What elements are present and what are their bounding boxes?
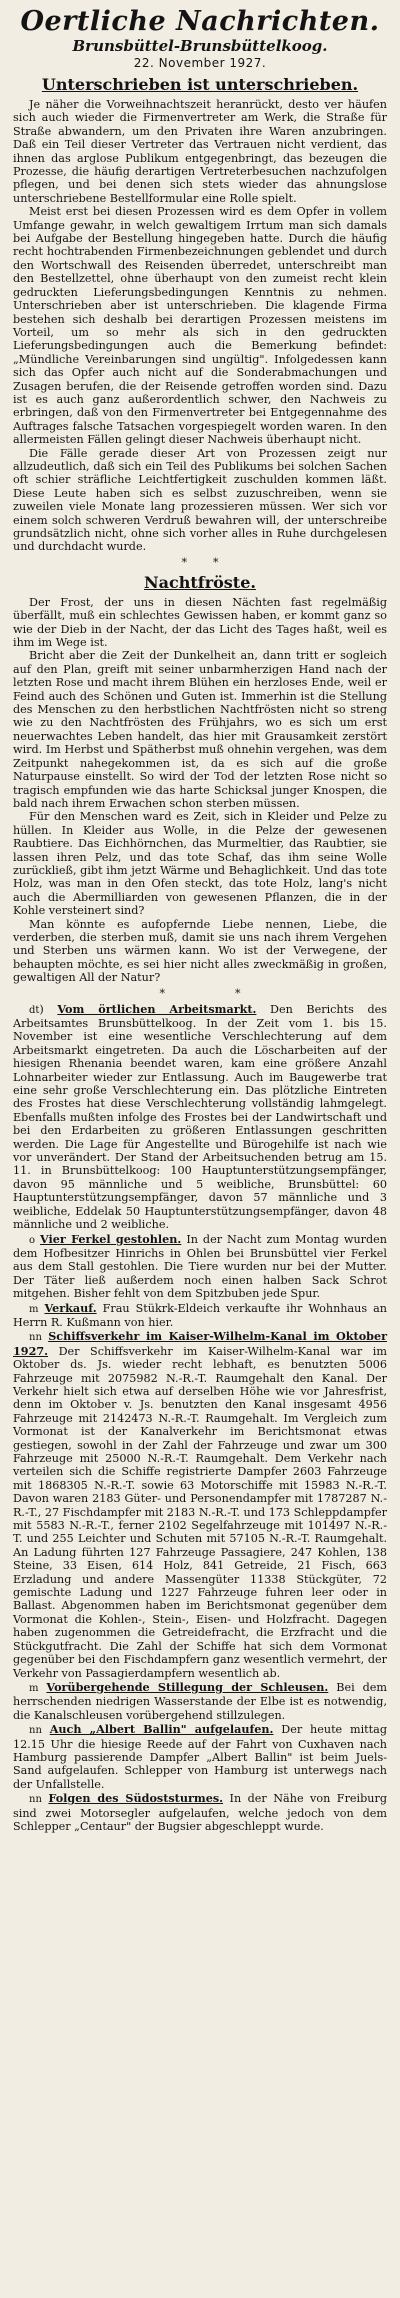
paragraph: Die Fälle gerade dieser Art von Prozessen zeigt nur allzudeutlich, daß sich ein Teil des Publikums bei solchen Sachen oft schier sträfliche Leichtfertigkeit zuschulden kommen läßt. Diese Leute haben sich es selbst zuzuschreiben, wenn sie zuweilen viele Monate lang prozessieren müssen. Wer sich vor einem solch schweren Verdruß bewahren will, der unterschreibe grundsätzlich nicht, ohne sich vorher alles in Ruhe durchgelesen und durchdacht wurde. [13,446,387,554]
author-mark: o [29,1234,36,1246]
news-item [13,1233,387,1301]
author-mark: m [29,1303,39,1315]
item-text: Den Berichts des Arbeitsamtes Brunsbüttelkoog. In der Zeit vom 1. bis 15. November ist eine wesentliche Verschlechterung auf dem Arbeitsmarkt eingetreten. Da auch die Löscharbeiten auf der hiesigen Rhenania beendet waren, kam eine größere Anzahl Lohnarbeiter wieder zur Entlassung. Auch im Baugewerbe trat eine sehr große Verschlechterung ein. Das plötzliche Eintreten des Frostes hat diese Verschlechterung vollständig lahmgelegt. Ebenfalls mußten infolge des Frostes bei der Landwirtschaft und bei den Erdarbeiten zu größeren Entlassungen geschritten werden. Die Lage für Angestellte und Bürogehilfe ist nach wie vor unverändert. Der Stand der Arbeitsuchenden betrug am 15. 11. in Brunsbüttelkoog: 100 Hauptunterstützungsempfänger, davon 95 männliche und 5 weibliche, Brunsbüttel: 60 Hauptunterstützungsempfänger, davon 57 männliche und 3 weibliche, Eddelak 50 Hauptunterstützungsempfänger, davon 48 männliche und 2 weibliche. [13,1002,387,1232]
item-text: Der heute mittag 12.15 Uhr die hiesige Reede auf der Fahrt von Cuxhaven nach Hamburg passierende Dampfer „Albert Ballin" ist beim Juels-Sand aufgelaufen. Schlepper von Hamburg ist unterwegs nach der Unfallstelle. [13,1723,388,1791]
place-line: Brunsbüttel-Brunsbüttelkoog. [72,37,328,55]
item-text: In der Nähe von Freiburg sind zwei Motorsegler aufgelaufen, welche jedoch von dem Schlepper „Centaur" der Bugsier abgeschleppt wurde. [13,1792,387,1833]
news-item [13,1330,387,1680]
item-lead: Verkauf. [44,1300,97,1315]
date-line: 22. November 1927. [133,56,267,70]
article-heading: Unterschrieben ist unterschrieben. [41,75,359,94]
article-body [13,596,387,985]
item-lead: Schiffsverkehr im Kaiser-Wilhelm-Kanal im Oktober 1927. [13,1329,387,1358]
news-item [13,1723,387,1791]
paragraph: Für den Menschen ward es Zeit, sich in Kleider und Pelze zu hüllen. In Kleider aus Wolle, in die Pelze der gewesenen Raubtiere. Das Eichhörnchen, das Murmeltier, das Raubtier, sie lassen ihren Pelz, und das tote Schaf, das ihm seine Wolle zurückließ, gibt ihm jetzt Wärme und Behaglichkeit. Und das tote Holz, was man in den Ofen steckt, das tote Holz, lang's nicht auch die Abermilliarden von gewesenen Pflanzen, die in der Kohle versteinert sind? [13,810,387,918]
item-text: Der Schiffsverkehr im Kaiser-Wilhelm-Kanal war im Oktober ds. Js. wieder recht lebhaft, es benutzten 5006 Fahrzeuge mit 2075982 N.-R.-T. Raumgehalt den Kanal. Der Verkehr hielt sich etwa auf derselben Höhe wie vor Jahresfrist, denn im Oktober v. Js. benutzten den Kanal insgesamt 4956 Fahrzeuge mit 2142473 N.-R.-T. Raumgehalt. Im Vergleich zum Vormonat ist der Kanalverkehr im Berichtsmonat etwas gestiegen, sowohl in der Zahl der Fahrzeuge und zwar um 300 Fahrzeuge mit 25000 N.-R.-T. Raumgehalt. Dem Verkehr nach verteilen sich die Schiffe registrierte Dampfer 2603 Fahrzeuge mit 1868305 N.-R.-T. sowie 63 Motorschiffe mit 15983 N.-R.-T. Davon waren 2183 Güter- und Personendampfer mit 1787287 N.-R.-T., 27 Fischdampfer mit 2183 N.-R.-T. und 173 Schleppdampfer mit 5583 N.-R.-T., ferner 2102 Segelfahrzeuge mit 101497 N.-R.-T. und 255 Leichter und Schuten mit 57105 N.-R.-T. Raumgehalt. An Ladung führten 127 Fahrzeuge Passagiere, 247 Kohlen, 138 Steine, 33 Eisen, 614 Holz, 841 Getreide, 21 Fisch, 663 Erzladung und andere Massengüter 11338 Stückgüter, 72 gemischte Ladung und 1227 Fahrzeuge fuhren leer oder in Ballast. Abgenommen haben im Berichtsmonat gegenüber dem Vormonat die Kohlen-, Stein-, Eisen- und Holzfracht. Dagegen haben zugenommen die Getreidefracht, die Erzfracht und die Stückgutfracht. Die Zahl der Schiffe hat sich dem Vormonat gegenüber bei den Fischdampfern ganz wesentlich vermehrt, der Verkehr von Passagierdampfern wesentlich ab. [13,1344,387,1680]
article-heading: Nachtfröste. [144,572,256,592]
author-mark: nn [29,1725,42,1737]
item-lead: Folgen des Südoststurmes. [48,1791,224,1806]
separator-stars: ** [181,555,245,569]
item-lead: Vier Ferkel gestohlen. [40,1231,182,1246]
news-item [13,1302,387,1330]
news-item [13,1792,387,1833]
paragraph: Man könnte es aufopfernde Liebe nennen, Liebe, die verderben, die sterben muß, damit sie uns nach ihrem Vergehen und Sterben uns wärmen kann. Wo ist der Verwegene, der behaupten möchte, es sei hier nicht alles zweckmäßig in großen, gewaltigen All der Natur? [13,917,387,985]
paragraph: Der Frost, der uns in diesen Nächten fast regelmäßig überfällt, muß ein schlechtes Gewissen haben, er kommt ganz so wie der Dieb in der Nacht, der das Licht des Tages haßt, weil es ihm im Wege ist. [13,595,387,650]
item-lead: Vom örtlichen Arbeitsmarkt. [57,1001,257,1016]
item-text: Bei dem herrschenden niedrigen Wasserstande der Elbe ist es notwendig, die Kanalschleusen vorübergehend stillzulegen. [13,1680,387,1722]
paragraph: Je näher die Vorweihnachtszeit heranrückt, desto ver häufen sich auch wieder die Firmenvertreter am Werk, die Straße für Straße abwandern, um den Privaten ihre Waren anzubringen. Daß ein Teil dieser Vertreter das Vertrauen nicht verdient, das ihnen das arglose Publikum entgegenbringt, das bezeugen die Prozesse, die häufig derartigen Vertreterbesuchen nachzufolgen pflegen, und bei denen sich stets wieder das ahnungslose unterschriebene Bestellformular eine Rolle spielt. [13,98,387,205]
item-lead: Vorübergehende Stillegung der Schleusen. [46,1679,329,1694]
article-body [13,98,387,554]
item-lead: Auch „Albert Ballin" aufgelaufen. [49,1722,274,1737]
author-mark: nn [29,1332,42,1344]
author-mark: nn [29,1794,42,1806]
news-item: dt) Vom örtlichen Arbeitsmarkt. Den Berichts des Arbeitsamtes Brunsbüttelkoog. In der Zeit vom 1. bis 15. November ist eine wesentliche Verschlechterung auf dem Arbeitsmarkt eingetreten. Da auch die Löscharbeiten auf der hiesigen Rhenania beendet waren, kam eine größere Anzahl Lohnarbeiter wieder zur Entlassung. Auch im Baugewerbe trat eine sehr große Verschlechterung ein. Das plötzliche Eintreten des Frostes hat diese Verschlechterung vollständig lahmgelegt. Ebenfalls mußten infolge des Frostes bei der Landwirtschaft und bei den Erdarbeiten zu größeren Entlassungen geschritten werden. Die Lage für Angestellte und Bürogehilfe ist nach wie vor unverändert. Der Stand der Arbeitsuchenden betrug am 15. 11. in Brunsbüttelkoog: 100 Hauptunterstützungsempfänger, davon 95 männliche und 5 weibliche, Brunsbüttel: 60 Hauptunterstützungsempfänger, davon 57 männliche und 3 weibliche, Eddelak 50 Hauptunterstützungsempfänger, davon 48 männliche und 2 weibliche. [13,1001,387,1232]
news-items [13,1003,387,1834]
separator-stars: ** [159,986,311,1000]
news-item [13,1681,387,1722]
author-mark: m [29,1682,39,1694]
paragraph: Meist erst bei diesen Prozessen wird es dem Opfer in vollem Umfange gewahr, in welch gewaltigem Irrtum man sich damals bei Aufgabe der Bestellung hingegeben hatte. Durch die häufig recht hochtrabenden Firmenbezeichnungen geblendet und durch den Wortschwall des Reisenden überredet, unterschreibt man den Bestellzettel, ohne überhaupt von den zumeist recht klein gedruckten Lieferungsbedingungen Kenntnis zu nehmen. Unterschrieben aber ist unterschrieben. Die klagende Firma bestehen sich deshalb bei derartigen Prozessen meistens im Vorteil, um so mehr als sich in den gedruckten Lieferungsbedingungen auch die Bemerkung befindet: „Mündliche Vereinbarungen sind ungültig". Infolgedessen kann sich das Opfer auch nicht auf die Sonderabmachungen und Zusagen berufen, die der Reisende getroffen worden sind. Dazu ist es auch ganz außerordentlich schwer, den Nachweis zu erbringen, daß von den Firmenvertreter bei Entgegennahme des Auftrages falsche Tatsachen vorgespiegelt worden waren. In den allermeisten Fällen gelingt dieser Nachweis überhaupt nicht. [13,205,387,447]
paragraph: Bricht aber die Zeit der Dunkelheit an, dann tritt er sogleich auf den Plan, greift mit seiner unbarmherzigen Hand nach der letzten Rose und macht ihrem Blühen ein herzloses Ende, weil er Feind auch des Schönen und Guten ist. Immerhin ist die Stellung des Menschen zu den herbstlichen Nachtfrösten nicht so streng wie zu den Nachtfrösten des Frühjahrs, wo es sich um erst neuerwachtes Leben handelt, das hier mit Grausamkeit zerstört wird. Im Herbst und Spätherbst muß ohnehin vergehen, was dem Zeitpunkt nahegekommen ist, da es sich auf die große Naturpause einstellt. So wird der Tod der letzten Rose nicht so tragisch empfunden wie das harte Schicksal junger Knospen, die bald nach ihrem Erwachen schon sterben müssen. [13,649,387,810]
item-text: Frau Stükrk-Eldeich verkaufte ihr Wohnhaus an Herrn R. Kußmann von hier. [13,1301,387,1329]
section-title: Oertliche Nachrichten. [20,6,380,37]
author-mark: dt [29,1004,40,1016]
masthead [13,6,387,71]
item-text: In der Nacht zum Montag wurden dem Hofbesitzer Hinrichs in Ohlen bei Brunsbüttel vier Ferkel aus dem Stall gestohlen. Die Tiere wurden nur bei der Mutter. Der Täter ließ außerdem noch einen halben Sack Schrot mitgehen. Bisher fehlt von dem Spitzbuben jede Spur. [13,1232,388,1301]
